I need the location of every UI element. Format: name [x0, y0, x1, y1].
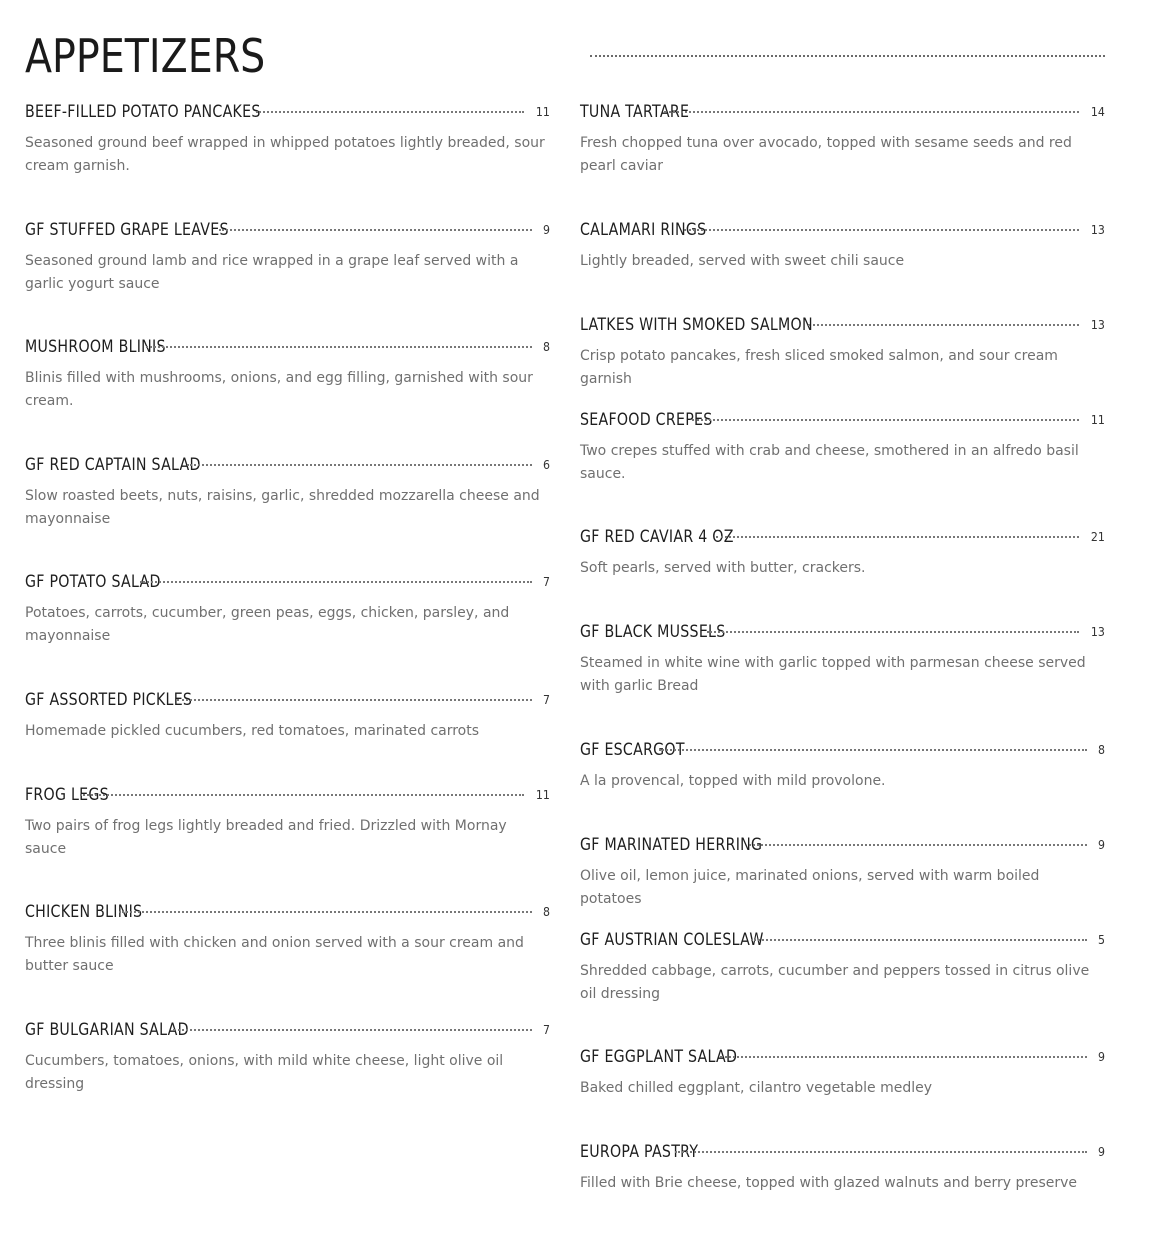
- dotted-leader: [692, 419, 1080, 421]
- menu-item-header: [580, 523, 1105, 549]
- menu-item-header: [580, 736, 1105, 762]
- dotted-leader: [749, 844, 1087, 846]
- dotted-leader: [140, 581, 532, 583]
- menu-item-name: GF BULGARIAN SALAD: [25, 1019, 189, 1039]
- menu-item-header: [25, 686, 550, 712]
- title-dotted-leader: [590, 55, 1105, 57]
- dotted-leader: [664, 111, 1079, 113]
- dotted-leader: [177, 699, 532, 701]
- dotted-leader: [219, 229, 532, 231]
- dotted-leader: [146, 346, 532, 348]
- menu-item-price: 9: [1098, 1048, 1105, 1064]
- menu-item-price: 7: [543, 1021, 550, 1037]
- menu-item: [580, 406, 1105, 485]
- menu-item-header: [580, 1138, 1105, 1164]
- menu-item-name: GF AUSTRIAN COLESLAW: [580, 929, 764, 949]
- section-header: [25, 24, 1105, 88]
- menu-item-price: 13: [1091, 316, 1105, 332]
- menu-item-description: Homemade pickled cucumbers, red tomatoes, marinated carrots: [25, 723, 480, 739]
- menu-item-header: [580, 618, 1105, 644]
- menu-item-description: Filled with Brie cheese, topped with glazed walnuts and berry preserve: [580, 1175, 1078, 1191]
- menu-item-price: 11: [1091, 411, 1105, 427]
- menu-item-price: 11: [536, 103, 550, 119]
- menu-item-name: GF POTATO SALAD: [25, 571, 161, 591]
- menu-item-description: Baked chilled eggplant, cilantro vegetable medley: [580, 1080, 933, 1096]
- menu-item: [25, 781, 550, 860]
- menu-item-name: SEAFOOD CREPES: [580, 409, 713, 429]
- menu-item-price: 9: [1098, 1143, 1105, 1159]
- menu-item: [25, 216, 550, 295]
- menu-item-name: EUROPA PASTRY: [580, 1141, 699, 1161]
- menu-item-price: 13: [1091, 623, 1105, 639]
- menu-item-header: [25, 333, 550, 359]
- dotted-leader: [751, 939, 1087, 941]
- dotted-leader: [256, 111, 524, 113]
- dotted-leader: [80, 794, 524, 796]
- menu-item-price: 14: [1091, 103, 1105, 119]
- menu-item-name: LATKES WITH SMOKED SALMON: [580, 314, 813, 334]
- dotted-leader: [187, 464, 532, 466]
- dotted-leader: [808, 324, 1079, 326]
- menu-item: [580, 311, 1105, 390]
- menu-item-price: 7: [543, 691, 550, 707]
- dotted-leader: [720, 1056, 1087, 1058]
- menu-item: [25, 568, 550, 647]
- menu-item-description: Soft pearls, served with butter, crackers.: [580, 560, 866, 576]
- menu-item-description: Steamed in white wine with garlic topped with parmesan cheese served with garlic Bread: [580, 655, 1086, 694]
- menu-item: [580, 1138, 1105, 1195]
- menu-item-price: 8: [543, 338, 550, 354]
- menu-item: [580, 831, 1105, 910]
- menu-item-name: MUSHROOM BLINIS: [25, 336, 166, 356]
- menu-item-description: Lightly breaded, served with sweet chili sauce: [580, 253, 905, 269]
- dotted-leader: [684, 229, 1079, 231]
- menu-item: [580, 618, 1105, 697]
- menu-item-description: Fresh chopped tuna over avocado, topped with sesame seeds and red pearl caviar: [580, 135, 1072, 174]
- menu-item-header: [580, 831, 1105, 857]
- menu-item-name: TUNA TARTARE: [580, 101, 690, 121]
- menu-item-header: [25, 451, 550, 477]
- menu-item: [580, 523, 1105, 580]
- menu-item-description: Three blinis filled with chicken and onion served with a sour cream and butter sauce: [25, 935, 524, 974]
- menu-item-description: Slow roasted beets, nuts, raisins, garlic, shredded mozzarella cheese and mayonnaise: [25, 488, 540, 527]
- menu-item-description: Shredded cabbage, carrots, cucumber and peppers tossed in citrus olive oil dressing: [580, 963, 1090, 1002]
- menu-item-header: [25, 216, 550, 242]
- dotted-leader: [707, 631, 1079, 633]
- menu-item-name: GF BLACK MUSSELS: [580, 621, 726, 641]
- menu-item: [580, 98, 1105, 177]
- menu-item-name: CHICKEN BLINIS: [25, 901, 143, 921]
- menu-item-name: BEEF-FILLED POTATO PANCAKES: [25, 101, 261, 121]
- section-title: APPETIZERS: [25, 29, 266, 83]
- menu-item-price: 5: [1098, 931, 1105, 947]
- menu-item: [25, 98, 550, 177]
- menu-item-price: 9: [543, 221, 550, 237]
- menu-item-name: GF RED CAPTAIN SALAD: [25, 454, 201, 474]
- menu-item-description: Seasoned ground beef wrapped in whipped potatoes lightly breaded, sour cream garnish.: [25, 135, 545, 174]
- menu-item-price: 8: [543, 903, 550, 919]
- menu-item: [580, 216, 1105, 273]
- menu-item-name: FROG LEGS: [25, 784, 109, 804]
- menu-item-description: Cucumbers, tomatoes, onions, with mild white cheese, light olive oil dressing: [25, 1053, 504, 1092]
- menu-item: [580, 926, 1105, 1005]
- dotted-leader: [659, 749, 1087, 751]
- menu-item-price: 9: [1098, 836, 1105, 852]
- menu-item-price: 7: [543, 573, 550, 589]
- menu-item-name: GF MARINATED HERRING: [580, 834, 763, 854]
- menu-item-header: [25, 781, 550, 807]
- menu-item: [25, 898, 550, 977]
- menu-item-description: A la provencal, topped with mild provolone.: [580, 773, 886, 789]
- menu-item-name: GF ASSORTED PICKLES: [25, 689, 193, 709]
- dotted-leader: [675, 1151, 1087, 1153]
- menu-item-price: 21: [1091, 528, 1105, 544]
- menu-item-description: Crisp potato pancakes, fresh sliced smoked salmon, and sour cream garnish: [580, 348, 1058, 387]
- menu-item-name: GF STUFFED GRAPE LEAVES: [25, 219, 229, 239]
- menu-item-header: [580, 216, 1105, 242]
- menu-item-price: 6: [543, 456, 550, 472]
- menu-item-header: [580, 98, 1105, 124]
- menu-item-price: 13: [1091, 221, 1105, 237]
- menu-item-description: Blinis filled with mushrooms, onions, and egg filling, garnished with sour cream.: [25, 370, 533, 409]
- menu-item-header: [580, 926, 1105, 952]
- menu-item-header: [580, 311, 1105, 337]
- menu-item-description: Potatoes, carrots, cucumber, green peas, eggs, chicken, parsley, and mayonnaise: [25, 605, 510, 644]
- menu-item-name: CALAMARI RINGS: [580, 219, 707, 239]
- menu-item-price: 11: [536, 786, 550, 802]
- dotted-leader: [173, 1029, 532, 1031]
- menu-item-name: GF ESCARGOT: [580, 739, 685, 759]
- menu-item-header: [25, 568, 550, 594]
- menu-item-header: [580, 1043, 1105, 1069]
- menu-item-name: GF RED CAVIAR 4 OZ: [580, 526, 734, 546]
- menu-item-header: [25, 898, 550, 924]
- menu-item-header: [25, 98, 550, 124]
- menu-item: [25, 333, 550, 412]
- menu-item: [25, 686, 550, 743]
- dotted-leader: [716, 536, 1079, 538]
- menu-item: [580, 736, 1105, 793]
- menu-item-description: Seasoned ground lamb and rice wrapped in a grape leaf served with a garlic yogurt sauce: [25, 253, 519, 292]
- menu-item: [580, 1043, 1105, 1100]
- menu-item-price: 8: [1098, 741, 1105, 757]
- menu-item-description: Two crepes stuffed with crab and cheese, smothered in an alfredo basil sauce.: [580, 443, 1079, 482]
- menu-item-name: GF EGGPLANT SALAD: [580, 1046, 738, 1066]
- menu-item-description: Two pairs of frog legs lightly breaded and fried. Drizzled with Mornay sauce: [25, 818, 507, 857]
- menu-item: [25, 1016, 550, 1095]
- menu-page: [25, 0, 1105, 1238]
- menu-item-description: Olive oil, lemon juice, marinated onions, served with warm boiled potatoes: [580, 868, 1040, 907]
- menu-item: [25, 451, 550, 530]
- dotted-leader: [119, 911, 532, 913]
- menu-item-header: [25, 1016, 550, 1042]
- menu-item-header: [580, 406, 1105, 432]
